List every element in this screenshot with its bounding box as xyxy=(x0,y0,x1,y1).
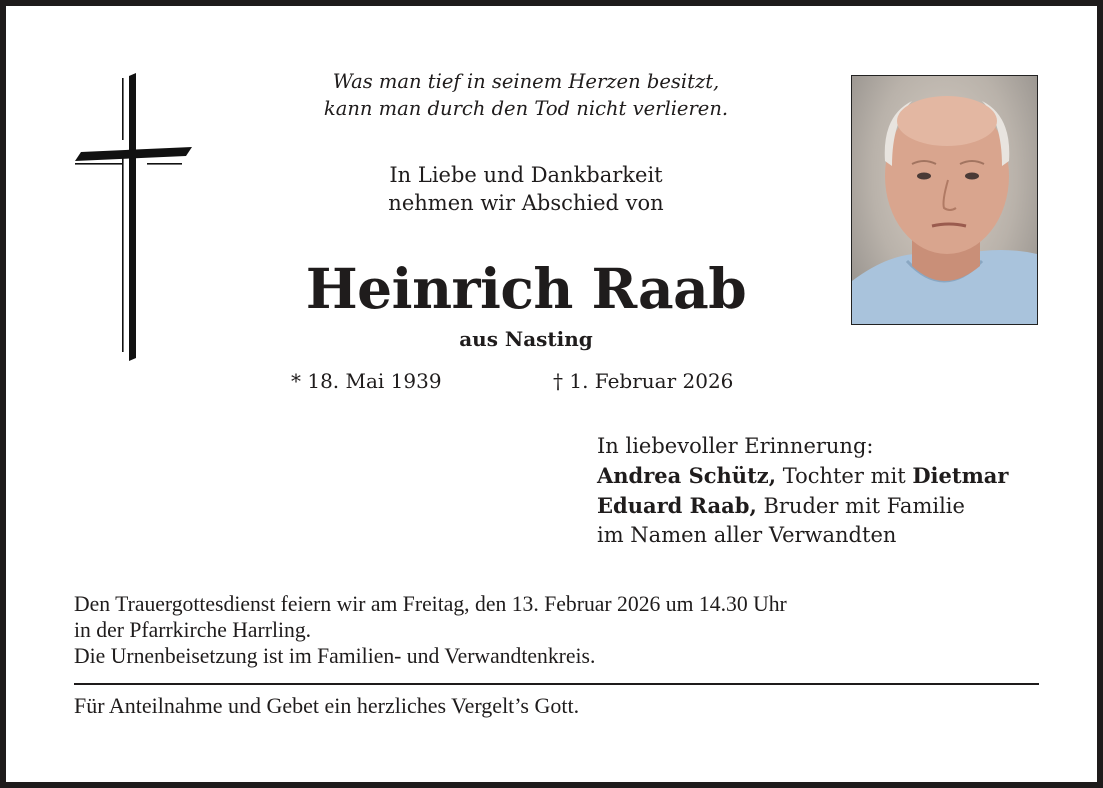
intro-line-1: In Liebe und Dankbarkeit xyxy=(389,163,663,187)
cross-icon xyxy=(68,68,198,362)
service-line-1: Den Trauergottesdienst feiern wir am Freitag, den 13. Februar 2026 um 14.30 Uhr xyxy=(74,591,787,616)
memory-line-1 xyxy=(597,461,1047,491)
quote-line-2: kann man durch den Tod nicht verlieren. xyxy=(323,97,729,120)
portrait-photo xyxy=(851,75,1038,325)
brother-relation: Bruder mit Familie xyxy=(756,494,965,518)
deceased-name: Heinrich Raab xyxy=(305,256,747,321)
service-line-2: in der Pfarrkirche Harrling. xyxy=(74,617,312,642)
brother-name: Eduard Raab, xyxy=(597,493,757,518)
memory-line-3: im Namen aller Verwandten xyxy=(597,523,897,547)
intro-line-2: nehmen wir Abschied von xyxy=(388,191,664,215)
memorial-quote xyxy=(266,68,786,122)
thanks-line: Für Anteilnahme und Gebet ein herzliches Vergelt’s Gott. xyxy=(74,693,580,718)
daughter-name: Andrea Schütz, xyxy=(597,463,777,488)
deceased-origin: aus Nasting xyxy=(459,327,593,351)
quote-line-1: Was man tief in seinem Herzen besitzt, xyxy=(332,70,720,93)
portrait-illustration xyxy=(852,76,1037,324)
family-signature xyxy=(597,432,1047,550)
death-date: † 1. Februar 2026 xyxy=(553,369,734,393)
memory-heading: In liebevoller Erinnerung: xyxy=(597,434,874,458)
divider xyxy=(74,683,1039,685)
funeral-service-info xyxy=(74,591,1029,669)
partner-name: Dietmar xyxy=(912,463,1009,488)
service-line-3: Die Urnenbeisetzung ist im Familien- und Verwandtenkreis. xyxy=(74,643,596,668)
farewell-intro xyxy=(266,161,786,217)
birth-date: * 18. Mai 1939 xyxy=(291,369,442,393)
daughter-relation: Tochter mit xyxy=(776,464,913,488)
memory-line-2 xyxy=(597,491,1047,521)
